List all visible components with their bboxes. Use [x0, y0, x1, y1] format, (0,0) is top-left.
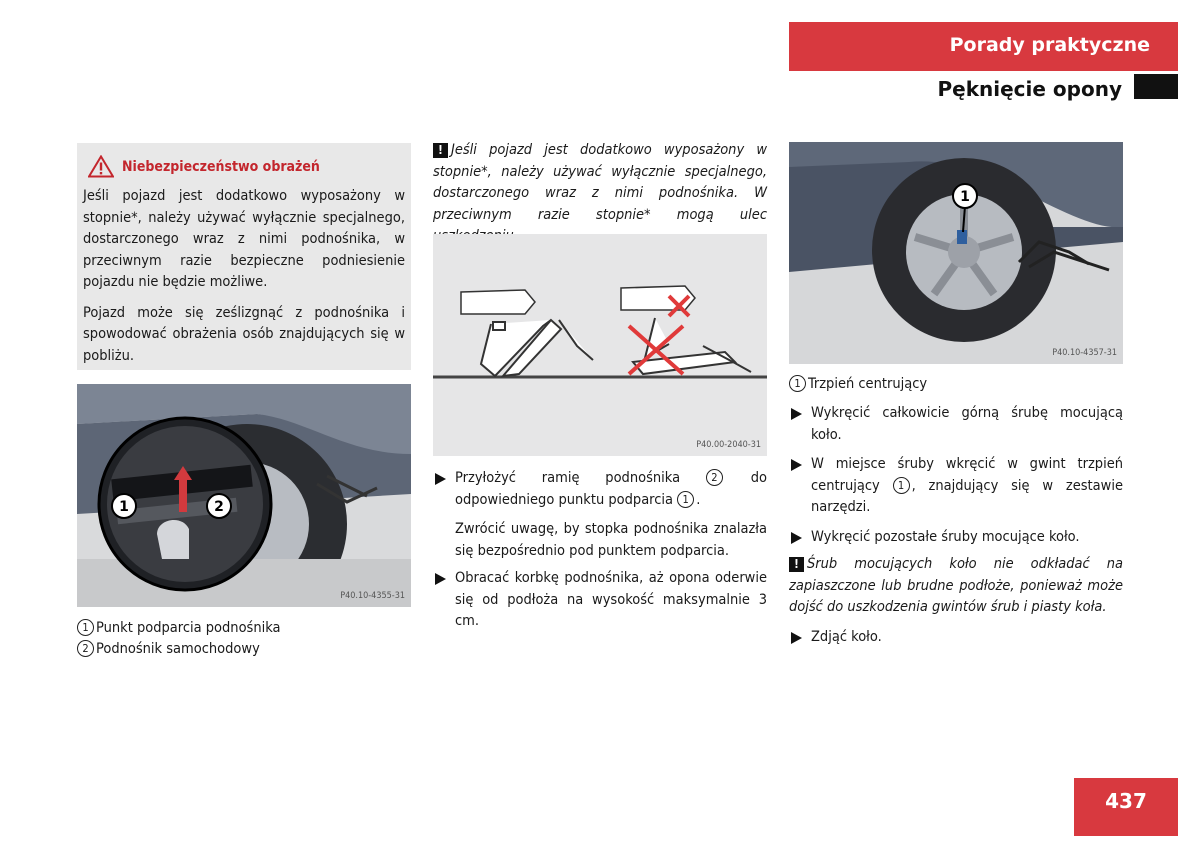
step-item: Zdjąć koło. [789, 627, 1123, 649]
warning-box [77, 143, 411, 370]
caution-note-text: Jeśli pojazd jest dodatkowo wyposażony w stopnie*, należy używać wyłącznie specjalnego, dostarczonego wraz z nimi podnośnika. W przeciwnym razie stopnie* mogą ulec [433, 142, 767, 223]
step-text: , znajdujący się w zestawie narzędzi. [811, 477, 1123, 515]
number-circle: 1 [77, 619, 94, 636]
jack-diagram-illustration [433, 234, 767, 456]
legend-item [789, 374, 1123, 395]
warning-header [88, 155, 405, 178]
warning-triangle-icon [88, 155, 114, 178]
col3-content [789, 374, 1123, 648]
legend-text: Trzpień centrujący [808, 376, 928, 392]
number-circle: 1 [893, 477, 910, 494]
figure-code: P40.00-2040-31 [696, 440, 761, 450]
step-item: Obracać korbkę podnośnika, aż opona oderwie się od podłoża na wysokość maksymalnie 3 cm. [433, 568, 767, 633]
callout-2: 2 [214, 499, 224, 515]
step-note: Zwrócić uwagę, by stopka podnośnika znalazła się bezpośrednio pod punktem podparcia. [455, 521, 767, 559]
number-circle: 1 [677, 491, 694, 508]
centering-pin-illustration [789, 142, 1123, 364]
section-header: Porady praktyczne [789, 22, 1178, 71]
step-item: Wykręcić całkowicie górną śrubę mocującą koło. [789, 403, 1123, 446]
caution-exclamation-icon: ! [433, 143, 448, 158]
caution-note [789, 554, 1123, 619]
number-circle: 2 [77, 640, 94, 657]
legend-item [77, 618, 281, 639]
legend-text: Podnośnik samochodowy [96, 641, 260, 657]
caution-note [433, 140, 767, 248]
header-marker-block [1134, 74, 1178, 99]
subsection-title: Pęknięcie opony [937, 77, 1122, 101]
callout-1: 1 [119, 499, 129, 515]
figure-code: P40.10-4355-31 [340, 591, 405, 601]
legend-text: Punkt podparcia podnośnika [96, 620, 281, 636]
step-item [433, 468, 767, 511]
caution-exclamation-icon: ! [789, 557, 804, 572]
figure-jack-point [77, 384, 411, 607]
page-number: 437 [1074, 778, 1178, 836]
warning-paragraph-2: Pojazd może się ześlizgnąć z podnośnika i spowodować obrażenia osób znajdujących się w pobliżu. [83, 304, 405, 364]
figure-centering-pin [789, 142, 1123, 364]
number-circle: 2 [706, 469, 723, 486]
step-text: W miejsce śruby wkręcić w gwint trzpień centrujący [811, 456, 1123, 494]
col2-steps [433, 468, 767, 633]
step-text: do odpowiedniego punktu podparcia [455, 470, 767, 508]
warning-title: Niebezpieczeństwo obrażeń [122, 158, 320, 175]
step-item [789, 454, 1123, 519]
figure-jack-point-illustration [77, 384, 411, 607]
callout-1: 1 [960, 189, 970, 205]
step-text: Przyłożyć ramię podnośnika [455, 470, 681, 486]
figure-code: P40.10-4357-31 [1052, 348, 1117, 358]
figure-jack-diagram [433, 234, 767, 456]
warning-paragraph-1: Jeśli pojazd jest dodatkowo wyposażony w stopnie*, należy używać wyłącznie specjalnego, dostarczonego wraz z nimi podnośnika, w przeciwnym razie bezpieczne podniesienie pojazdu nie będzie możliwe. [83, 188, 405, 290]
caution-note-text: Śrub mocujących koło nie odkładać na zapiaszczone lub brudne podłoże, ponieważ może dojść do uszkodzenia gwintów śrub i piasty koła. [789, 556, 1123, 615]
legend-item [77, 639, 281, 660]
figure1-legend [77, 618, 281, 660]
step-text: . [696, 491, 701, 508]
step-item: Wykręcić pozostałe śruby mocujące koło. [789, 527, 1123, 549]
number-circle: 1 [789, 375, 806, 392]
